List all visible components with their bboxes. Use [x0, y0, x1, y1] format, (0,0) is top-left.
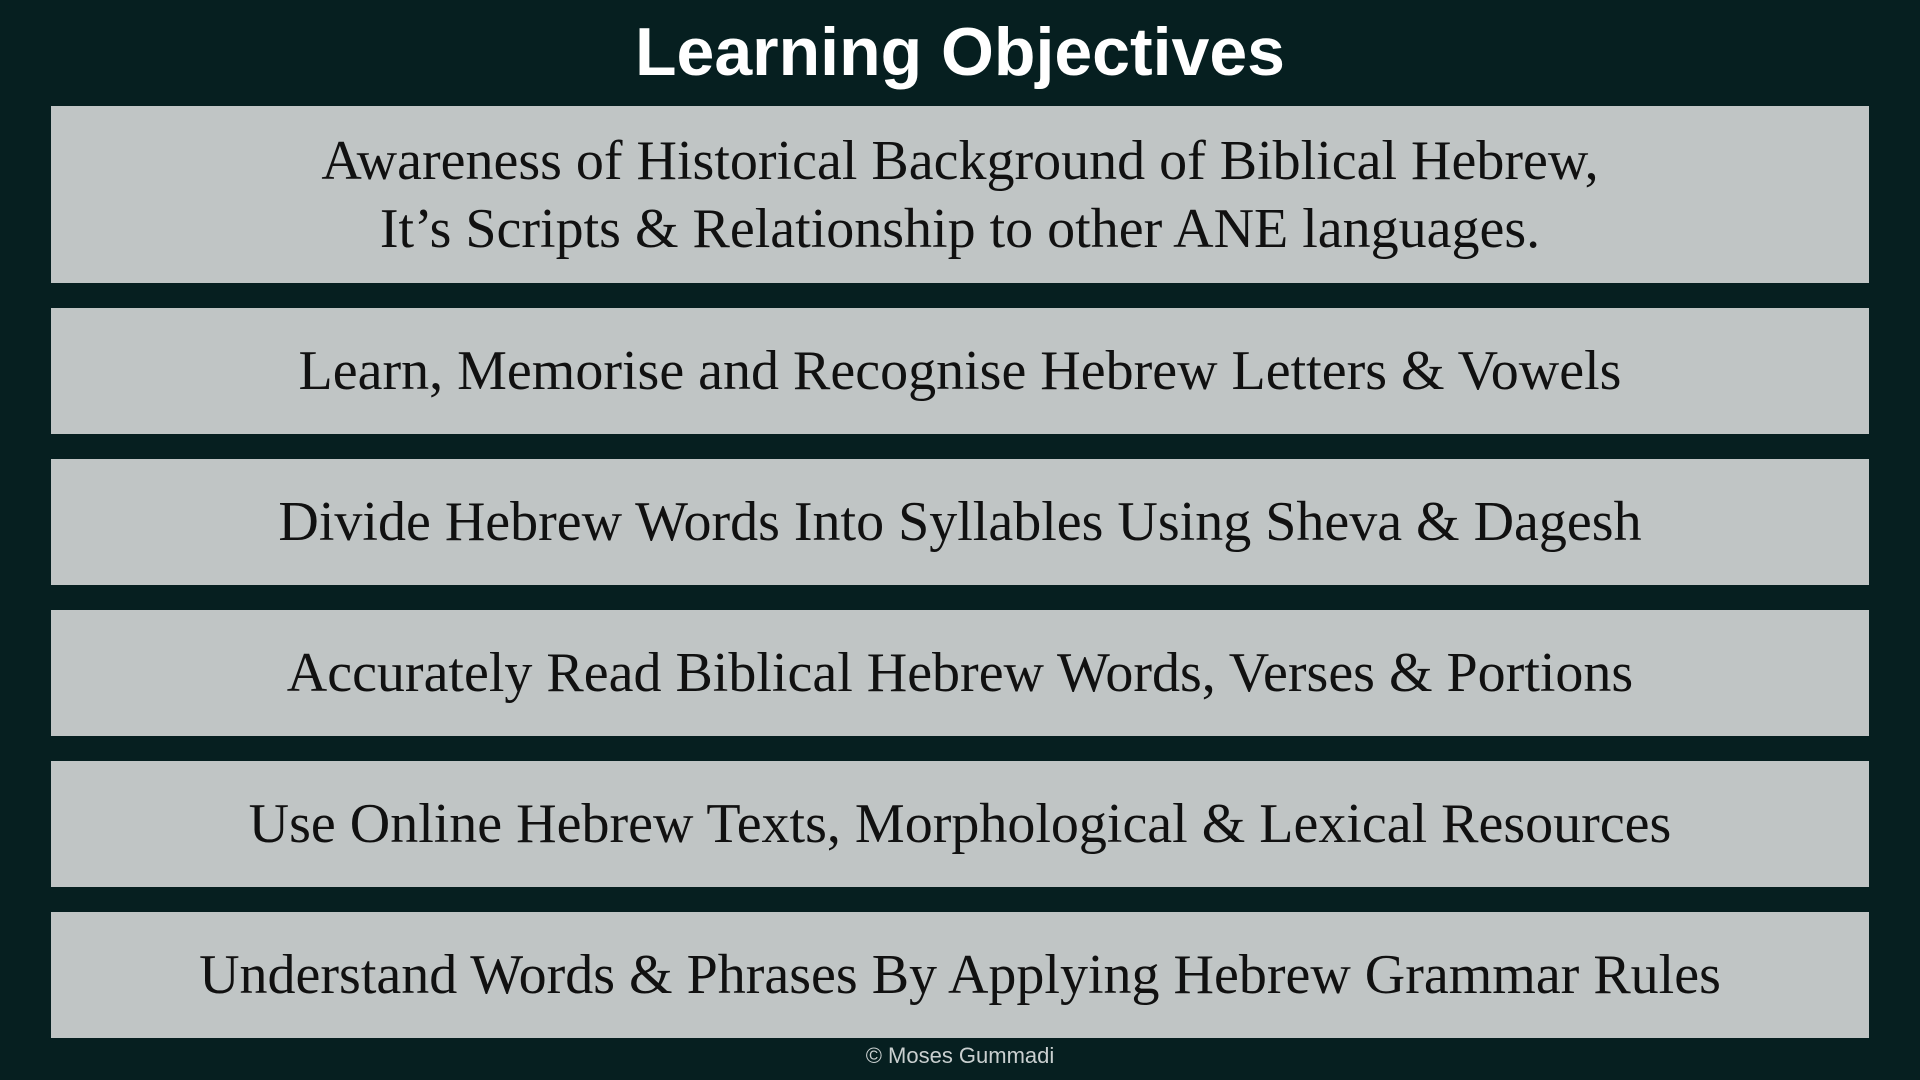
objective-item	[51, 106, 1869, 283]
objective-line: Understand Words & Phrases By Applying Hebrew Grammar Rules	[199, 944, 1721, 1006]
objective-text	[321, 127, 1598, 263]
objective-item	[51, 912, 1869, 1038]
slide-title: Learning Objectives	[635, 14, 1285, 90]
objective-line: It’s Scripts & Relationship to other ANE languages.	[379, 197, 1541, 260]
objective-item	[51, 459, 1869, 585]
objective-item	[51, 308, 1869, 434]
objective-item	[51, 610, 1869, 736]
objective-line: Divide Hebrew Words Into Syllables Using Sheva & Dagesh	[278, 491, 1642, 553]
objective-item	[51, 761, 1869, 887]
objective-line: Learn, Memorise and Recognise Hebrew Letters & Vowels	[298, 340, 1622, 402]
copyright-footer: © Moses Gummadi	[865, 1043, 1055, 1068]
objective-line: Awareness of Historical Background of Biblical Hebrew,	[321, 129, 1599, 192]
objective-line: Accurately Read Biblical Hebrew Words, Verses & Portions	[286, 642, 1634, 704]
objective-line: Use Online Hebrew Texts, Morphological & Lexical Resources	[248, 793, 1672, 855]
objectives-list	[51, 106, 1869, 1063]
